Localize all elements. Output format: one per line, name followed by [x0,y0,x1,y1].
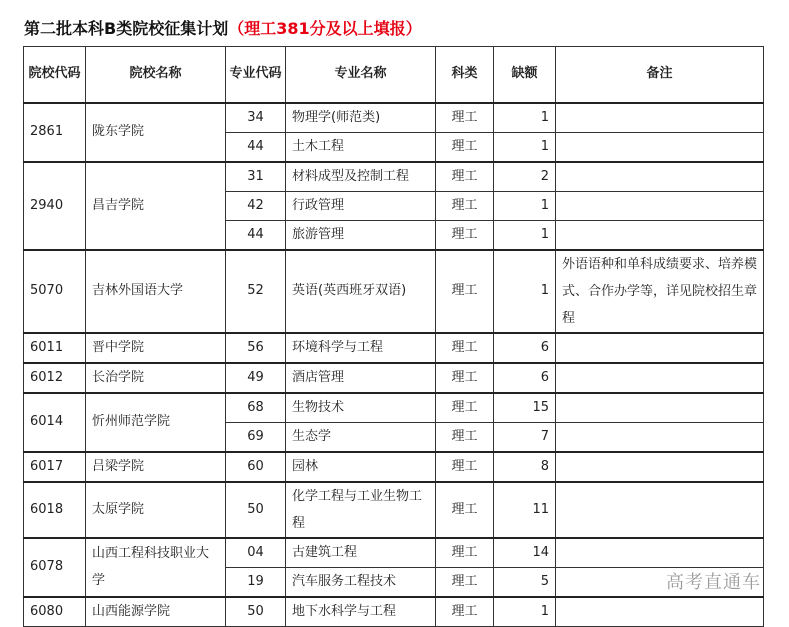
category: 理工 [436,538,494,568]
vacancy: 11 [494,482,556,538]
note [556,452,764,482]
major-code: 31 [226,162,286,192]
note: 外语语种和单科成绩要求、培养模式、合作办学等，详见院校招生章程 [556,250,764,333]
school-name: 吕梁学院 [86,452,226,482]
school-name: 忻州师范学院 [86,393,226,452]
school-name: 太原学院 [86,482,226,538]
school-code: 2940 [24,162,86,250]
vacancy: 1 [494,132,556,162]
school-name: 晋中学院 [86,333,226,363]
school-code: 6078 [24,538,86,597]
table-row [24,162,764,192]
major-name: 汽车服务工程技术 [286,567,436,597]
school-name: 吉林外国语大学 [86,250,226,333]
major-name: 英语(英西班牙双语) [286,250,436,333]
major-code: 34 [226,103,286,133]
school-name: 山西工程科技职业大学 [86,538,226,597]
note [556,393,764,423]
major-name: 行政管理 [286,191,436,220]
vacancy: 7 [494,422,556,452]
vacancy: 1 [494,191,556,220]
title-main: 第二批本科B类院校征集计划 [24,19,229,38]
title-highlight: 理工381分及以上填报 [244,19,406,38]
category: 理工 [436,597,494,627]
table-row [24,538,764,568]
note [556,333,764,363]
vacancy: 15 [494,393,556,423]
major-name: 酒店管理 [286,363,436,393]
category: 理工 [436,567,494,597]
major-code: 68 [226,393,286,423]
note [556,422,764,452]
category: 理工 [436,452,494,482]
category: 理工 [436,363,494,393]
note [556,162,764,192]
major-code: 52 [226,250,286,333]
major-code: 49 [226,363,286,393]
page-title [24,14,422,44]
vacancy: 2 [494,162,556,192]
vacancy: 6 [494,333,556,363]
note [556,103,764,133]
header-school-code: 院校代码 [24,47,86,103]
major-code: 50 [226,482,286,538]
table-row [24,482,764,538]
note [556,132,764,162]
note [556,597,764,627]
table-row [24,597,764,627]
major-name: 旅游管理 [286,220,436,250]
major-name: 生物技术 [286,393,436,423]
major-code: 04 [226,538,286,568]
school-code: 5070 [24,250,86,333]
category: 理工 [436,103,494,133]
note [556,220,764,250]
table-header-row [24,47,764,103]
table-row [24,250,764,333]
major-name: 地下水科学与工程 [286,597,436,627]
school-name: 昌吉学院 [86,162,226,250]
header-school-name: 院校名称 [86,47,226,103]
category: 理工 [436,191,494,220]
note [556,538,764,568]
school-name: 长治学院 [86,363,226,393]
major-name: 物理学(师范类) [286,103,436,133]
major-name: 园林 [286,452,436,482]
major-code: 42 [226,191,286,220]
major-name: 生态学 [286,422,436,452]
school-code: 2861 [24,103,86,162]
vacancy: 8 [494,452,556,482]
school-code: 6011 [24,333,86,363]
table-row [24,393,764,423]
school-code: 6012 [24,363,86,393]
table-row [24,452,764,482]
category: 理工 [436,333,494,363]
category: 理工 [436,162,494,192]
school-code: 6014 [24,393,86,452]
category: 理工 [436,132,494,162]
school-code: 6080 [24,597,86,627]
enrollment-table [23,46,764,627]
header-category: 科类 [436,47,494,103]
header-vacancy: 缺额 [494,47,556,103]
vacancy: 1 [494,103,556,133]
title-close-paren: ） [405,19,422,38]
vacancy: 5 [494,567,556,597]
category: 理工 [436,422,494,452]
school-name: 陇东学院 [86,103,226,162]
table-row [24,333,764,363]
category: 理工 [436,482,494,538]
school-code: 6017 [24,452,86,482]
vacancy: 1 [494,220,556,250]
major-name: 材料成型及控制工程 [286,162,436,192]
watermark: 高考直通车 [666,572,761,593]
note [556,482,764,538]
category: 理工 [436,393,494,423]
vacancy: 1 [494,250,556,333]
vacancy: 14 [494,538,556,568]
table-row [24,363,764,393]
vacancy: 6 [494,363,556,393]
note [556,363,764,393]
major-code: 69 [226,422,286,452]
major-name: 化学工程与工业生物工程 [286,482,436,538]
category: 理工 [436,250,494,333]
category: 理工 [436,220,494,250]
title-open-paren: （ [228,19,245,38]
major-name: 环境科学与工程 [286,333,436,363]
major-code: 19 [226,567,286,597]
header-major-name: 专业名称 [286,47,436,103]
major-name: 土木工程 [286,132,436,162]
header-major-code: 专业代码 [226,47,286,103]
major-code: 44 [226,132,286,162]
major-code: 56 [226,333,286,363]
table-row [24,103,764,133]
header-note: 备注 [556,47,764,103]
major-code: 60 [226,452,286,482]
major-code: 44 [226,220,286,250]
note [556,191,764,220]
school-name: 山西能源学院 [86,597,226,627]
major-code: 50 [226,597,286,627]
school-code: 6018 [24,482,86,538]
vacancy: 1 [494,597,556,627]
major-name: 古建筑工程 [286,538,436,568]
